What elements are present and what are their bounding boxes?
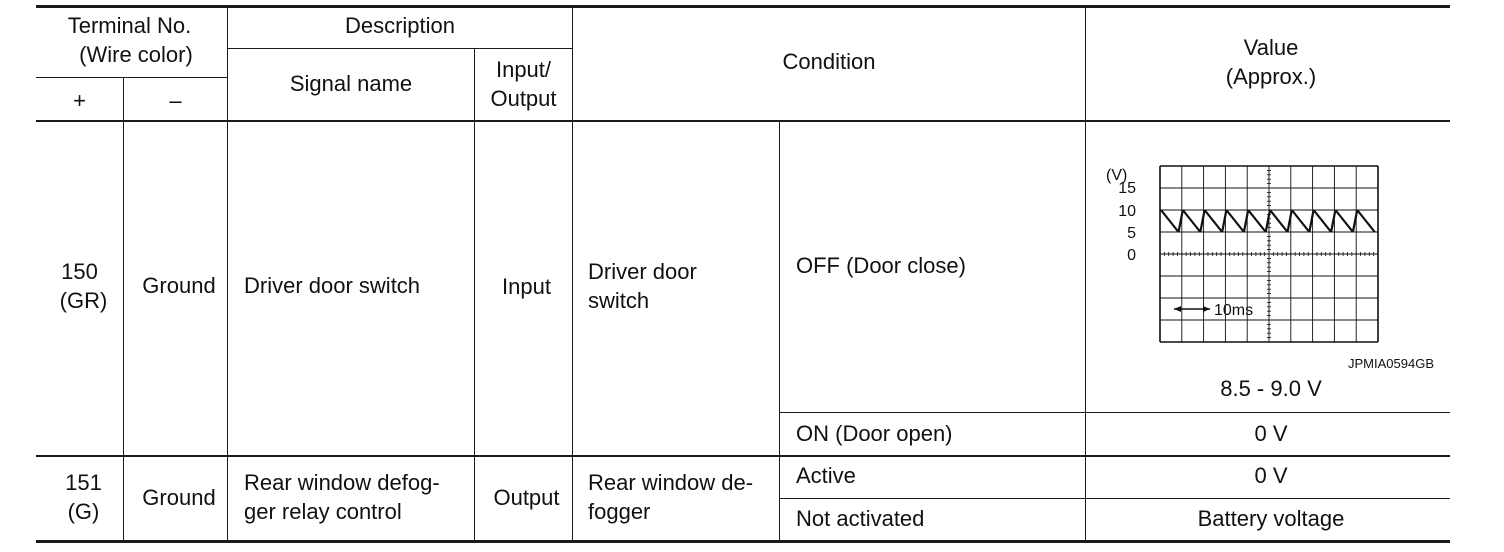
waveform-unit-label: (V) [1106, 167, 1128, 184]
figure-id: JPMIA0594GB [1348, 356, 1434, 371]
header-input: Input/ [495, 57, 552, 82]
table-bottom-border [36, 540, 1450, 543]
header-divider-terminal [36, 77, 228, 78]
condition-150-line1: Driver door [588, 259, 697, 284]
waveform-tick-0: 0 [1127, 247, 1136, 264]
waveform-tick-15: 15 [1118, 180, 1136, 197]
ground-151: Ground [142, 485, 216, 510]
waveform-trace [1161, 210, 1375, 232]
header-wire-color: (Wire color) [79, 42, 193, 67]
header-divider-description [228, 48, 573, 49]
timebase-label: 10ms [1214, 302, 1254, 319]
oscilloscope-waveform [1098, 160, 1448, 382]
timebase-marker [1174, 306, 1210, 312]
wire-color-151: (G) [67, 499, 100, 524]
header-terminal-no: Terminal No. [67, 13, 192, 38]
value-active: 0 V [1254, 463, 1288, 488]
io-151: Output [493, 485, 560, 510]
waveform-grid [1160, 166, 1378, 342]
row-divider-defogger-state [780, 498, 1450, 499]
header-bottom-border [36, 120, 1450, 122]
header-approx: (Approx.) [1225, 64, 1317, 89]
wire-color-150: (GR) [59, 288, 108, 313]
terminal-151: 151 [65, 470, 102, 495]
row-divider-door-state [780, 412, 1450, 413]
header-output: Output [490, 86, 557, 111]
header-signal-name: Signal name [289, 71, 413, 96]
state-not-activated: Not activated [796, 506, 925, 531]
signal-name-151-line2: ger relay control [244, 499, 402, 524]
value-door-close: 8.5 - 9.0 V [1220, 376, 1322, 401]
header-plus: + [73, 88, 86, 113]
header-value: Value [1243, 35, 1299, 60]
value-not-activated: Battery voltage [1197, 506, 1345, 531]
header-condition: Condition [782, 49, 876, 74]
col-divider-condition-state [779, 121, 780, 542]
signal-name-151-line1: Rear window defog- [244, 470, 440, 495]
condition-151-line2: fogger [588, 499, 651, 524]
state-door-close: OFF (Door close) [796, 253, 966, 278]
value-door-open: 0 V [1254, 421, 1288, 446]
waveform-tick-10: 10 [1118, 203, 1136, 220]
terminal-150: 150 [61, 259, 98, 284]
waveform-figure [1098, 160, 1448, 382]
condition-151-line1: Rear window de- [588, 470, 754, 495]
waveform-tick-5: 5 [1127, 225, 1136, 242]
state-active: Active [796, 463, 856, 488]
state-door-open: ON (Door open) [796, 421, 953, 446]
ground-150: Ground [142, 273, 216, 298]
row-divider-150-151 [36, 455, 1450, 457]
signal-name-150: Driver door switch [244, 273, 421, 298]
header-description: Description [344, 13, 456, 38]
condition-150-line2: switch [588, 288, 650, 313]
table-top-border [36, 5, 1450, 8]
header-minus: – [169, 88, 182, 113]
io-150: Input [502, 274, 551, 299]
